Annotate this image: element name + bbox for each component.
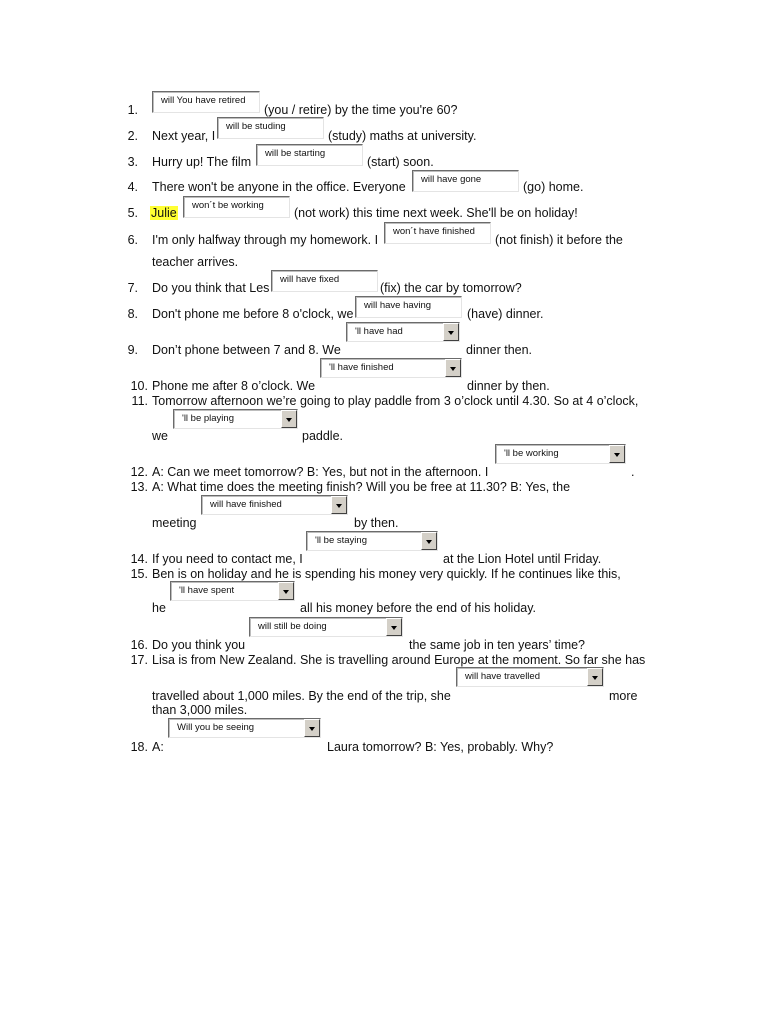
answer-dropdown-16-value: will still be doing: [258, 621, 327, 632]
item-11-text-before: Tomorrow afternoon we’re going to play paddle from 3 o’clock until 4.30. So at 4 o’clock,: [152, 394, 639, 408]
item-number-3: 3.: [127, 155, 138, 169]
item-13-text-before: A: What time does the meeting finish? Will you be free at 11.30? B: Yes, the: [152, 480, 571, 494]
item-8-text-after: (have) dinner.: [467, 307, 544, 321]
answer-dropdown-12-value: 'll be working: [504, 448, 559, 459]
item-6-text-continued: teacher arrives.: [152, 255, 239, 269]
answer-dropdown-14[interactable]: [306, 531, 438, 551]
chevron-down-icon[interactable]: [278, 582, 294, 600]
item-13-text-after: by then.: [354, 516, 399, 530]
answer-dropdown-18-value: Will you be seeing: [177, 722, 255, 733]
item-18-text-after: Laura tomorrow? B: Yes, probably. Why?: [327, 740, 554, 754]
chevron-down-icon[interactable]: [443, 323, 459, 341]
item-number-18: 18.: [130, 740, 148, 754]
item-5-text-after: (not work) this time next week. She'll be on holiday!: [294, 206, 578, 220]
item-17-text-after: more: [609, 689, 638, 703]
item-13-text-continued: meeting: [152, 516, 197, 530]
answer-field-4[interactable]: will have gone: [412, 170, 519, 192]
answer-field-7[interactable]: will have fixed: [271, 270, 378, 292]
item-15-text-after: all his money before the end of his holiday.: [300, 601, 537, 615]
item-6-text-before: I'm only halfway through my homework. I: [152, 233, 379, 247]
item-8-text-before: Don't phone me before 8 o'clock, we: [152, 307, 354, 321]
item-number-12: 12.: [130, 465, 148, 479]
answer-dropdown-14-value: 'll be staying: [315, 535, 367, 546]
item-number-13: 13.: [130, 480, 148, 494]
answer-dropdown-11[interactable]: [173, 409, 298, 429]
item-2-text-before: Next year, I: [152, 129, 216, 143]
item-12-text-before: A: Can we meet tomorrow? B: Yes, but not in the afternoon. I: [152, 465, 489, 479]
item-3-text-after: (start) soon.: [367, 155, 434, 169]
item-3-text-before: Hurry up! The film: [152, 155, 252, 169]
answer-dropdown-17-value: will have travelled: [465, 671, 540, 682]
chevron-down-icon[interactable]: [331, 496, 347, 514]
answer-dropdown-13-value: will have finished: [210, 499, 282, 510]
item-number-14: 14.: [130, 552, 148, 566]
item-17-text-continued-2: than 3,000 miles.: [152, 703, 248, 717]
chevron-down-icon[interactable]: [445, 359, 461, 377]
item-number-7: 7.: [127, 281, 138, 295]
item-number-4: 4.: [127, 180, 138, 194]
item-9-text-after: dinner then.: [466, 343, 533, 357]
item-7-text-before: Do you think that Les: [152, 281, 270, 295]
answer-field-5[interactable]: won´t be working: [183, 196, 290, 218]
answer-field-6[interactable]: won´t have finished: [384, 222, 491, 244]
answer-dropdown-9[interactable]: [346, 322, 460, 342]
item-number-16: 16.: [130, 638, 148, 652]
answer-dropdown-15[interactable]: [170, 581, 295, 601]
item-15-text-continued: he: [152, 601, 166, 615]
chevron-down-icon[interactable]: [386, 618, 402, 636]
item-11-text-after: paddle.: [302, 429, 344, 443]
answer-field-1[interactable]: will You have retired: [152, 91, 260, 113]
answer-dropdown-15-value: 'll have spent: [179, 585, 235, 596]
answer-dropdown-12[interactable]: [495, 444, 626, 464]
chevron-down-icon[interactable]: [421, 532, 437, 550]
answer-dropdown-11-value: 'll be playing: [182, 413, 234, 424]
item-1-text-after: (you / retire) by the time you're 60?: [264, 103, 458, 117]
item-17-text-before: Lisa is from New Zealand. She is travelling around Europe at the moment. So far she has: [152, 653, 646, 667]
item-number-6: 6.: [127, 233, 138, 247]
item-number-5: 5.: [127, 206, 138, 220]
answer-dropdown-13[interactable]: [201, 495, 348, 515]
item-2-text-after: (study) maths at university.: [328, 129, 477, 143]
answer-field-8[interactable]: will have having: [355, 296, 462, 318]
item-number-15: 15.: [130, 567, 148, 581]
chevron-down-icon[interactable]: [304, 719, 320, 737]
item-number-2: 2.: [127, 129, 138, 143]
answer-dropdown-16[interactable]: [249, 617, 403, 637]
item-number-8: 8.: [127, 307, 138, 321]
item-5-text-before: [150, 206, 178, 220]
answer-dropdown-18[interactable]: [168, 718, 321, 738]
answer-dropdown-17[interactable]: [456, 667, 604, 687]
item-number-11: 11.: [131, 394, 148, 408]
item-10-text-after: dinner by then.: [467, 379, 550, 393]
item-18-text-before: A:: [152, 740, 164, 754]
item-15-text-before: Ben is on holiday and he is spending his money very quickly. If he continues like this,: [152, 567, 621, 581]
answer-field-3[interactable]: will be starting: [256, 144, 363, 166]
item-14-text-after: at the Lion Hotel until Friday.: [443, 552, 602, 566]
item-14-text-before: If you need to contact me, I: [152, 552, 303, 566]
item-7-text-after: (fix) the car by tomorrow?: [380, 281, 522, 295]
chevron-down-icon[interactable]: [609, 445, 625, 463]
item-number-10: 10.: [130, 379, 148, 393]
item-16-text-before: Do you think you: [152, 638, 246, 652]
highlighted-name: Julie: [151, 206, 177, 220]
item-12-text-after: .: [631, 465, 635, 479]
item-10-text-before: Phone me after 8 o’clock. We: [152, 379, 316, 393]
item-9-text-before: Don’t phone between 7 and 8. We: [152, 343, 341, 357]
item-number-17: 17.: [130, 653, 148, 667]
item-16-text-after: the same job in ten years’ time?: [409, 638, 586, 652]
answer-dropdown-9-value: 'll have had: [355, 326, 403, 337]
item-11-text-continued: we: [152, 429, 168, 443]
item-4-text-before: There won't be anyone in the office. Everyone: [152, 180, 406, 194]
item-number-9: 9.: [127, 343, 138, 357]
chevron-down-icon[interactable]: [281, 410, 297, 428]
chevron-down-icon[interactable]: [587, 668, 603, 686]
item-17-text-continued: travelled about 1,000 miles. By the end of the trip, she: [152, 689, 451, 703]
item-6-text-after: (not finish) it before the: [495, 233, 623, 247]
answer-dropdown-10[interactable]: [320, 358, 462, 378]
item-4-text-after: (go) home.: [523, 180, 584, 194]
answer-dropdown-10-value: 'll have finished: [329, 362, 394, 373]
answer-field-2[interactable]: will be studing: [217, 117, 324, 139]
item-number-1: 1.: [127, 103, 138, 117]
